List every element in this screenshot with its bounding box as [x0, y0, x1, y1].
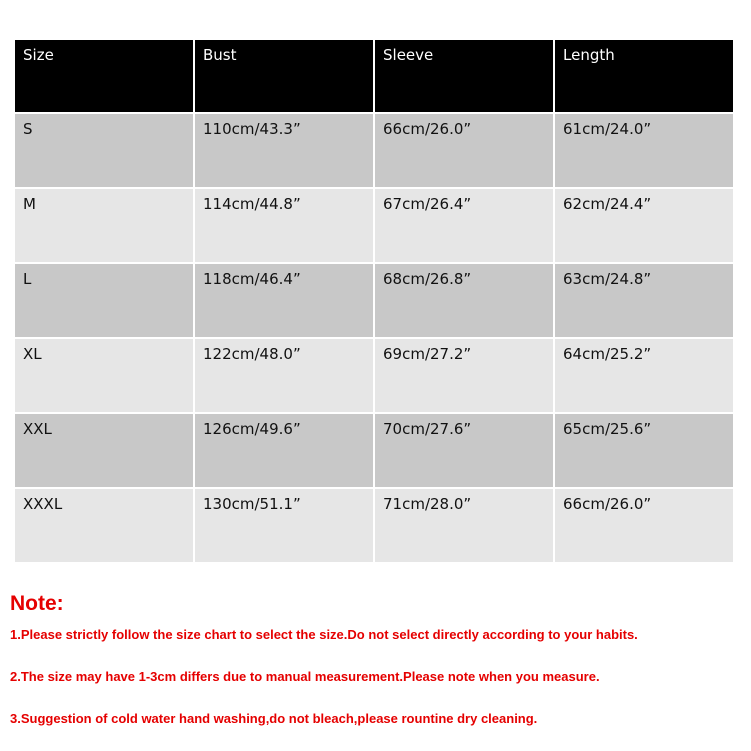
notes-section — [10, 592, 748, 726]
cell-bust: 126cm/49.6” — [195, 414, 373, 487]
table-header-row — [15, 40, 733, 112]
table-row — [15, 189, 733, 262]
cell-size: XL — [15, 339, 193, 412]
note-heading: Note: — [10, 592, 64, 615]
cell-sleeve: 68cm/26.8” — [375, 264, 553, 337]
note-line-2: 2.The size may have 1-3cm differs due to manual measurement.Please note when you measure. — [10, 669, 600, 684]
table-row — [15, 339, 733, 412]
cell-length: 62cm/24.4” — [555, 189, 733, 262]
cell-length: 65cm/25.6” — [555, 414, 733, 487]
table-row — [15, 489, 733, 562]
table-row — [15, 264, 733, 337]
cell-sleeve: 70cm/27.6” — [375, 414, 553, 487]
cell-bust: 130cm/51.1” — [195, 489, 373, 562]
cell-sleeve: 69cm/27.2” — [375, 339, 553, 412]
note-line-1: 1.Please strictly follow the size chart to select the size.Do not select directly according to your habits. — [10, 627, 638, 642]
cell-size: XXXL — [15, 489, 193, 562]
cell-bust: 114cm/44.8” — [195, 189, 373, 262]
header-bust: Bust — [195, 40, 373, 112]
cell-bust: 118cm/46.4” — [195, 264, 373, 337]
table-row — [15, 114, 733, 187]
cell-bust: 110cm/43.3” — [195, 114, 373, 187]
header-length: Length — [555, 40, 733, 112]
cell-size: L — [15, 264, 193, 337]
note-line-3: 3.Suggestion of cold water hand washing,do not bleach,please rountine dry cleaning. — [10, 711, 538, 726]
cell-sleeve: 71cm/28.0” — [375, 489, 553, 562]
cell-sleeve: 66cm/26.0” — [375, 114, 553, 187]
cell-length: 63cm/24.8” — [555, 264, 733, 337]
cell-length: 61cm/24.0” — [555, 114, 733, 187]
table-row — [15, 414, 733, 487]
header-size: Size — [15, 40, 193, 112]
cell-sleeve: 67cm/26.4” — [375, 189, 553, 262]
cell-size: XXL — [15, 414, 193, 487]
cell-size: S — [15, 114, 193, 187]
header-sleeve: Sleeve — [375, 40, 553, 112]
size-chart-table — [13, 38, 735, 564]
cell-length: 66cm/26.0” — [555, 489, 733, 562]
cell-bust: 122cm/48.0” — [195, 339, 373, 412]
cell-length: 64cm/25.2” — [555, 339, 733, 412]
cell-size: M — [15, 189, 193, 262]
